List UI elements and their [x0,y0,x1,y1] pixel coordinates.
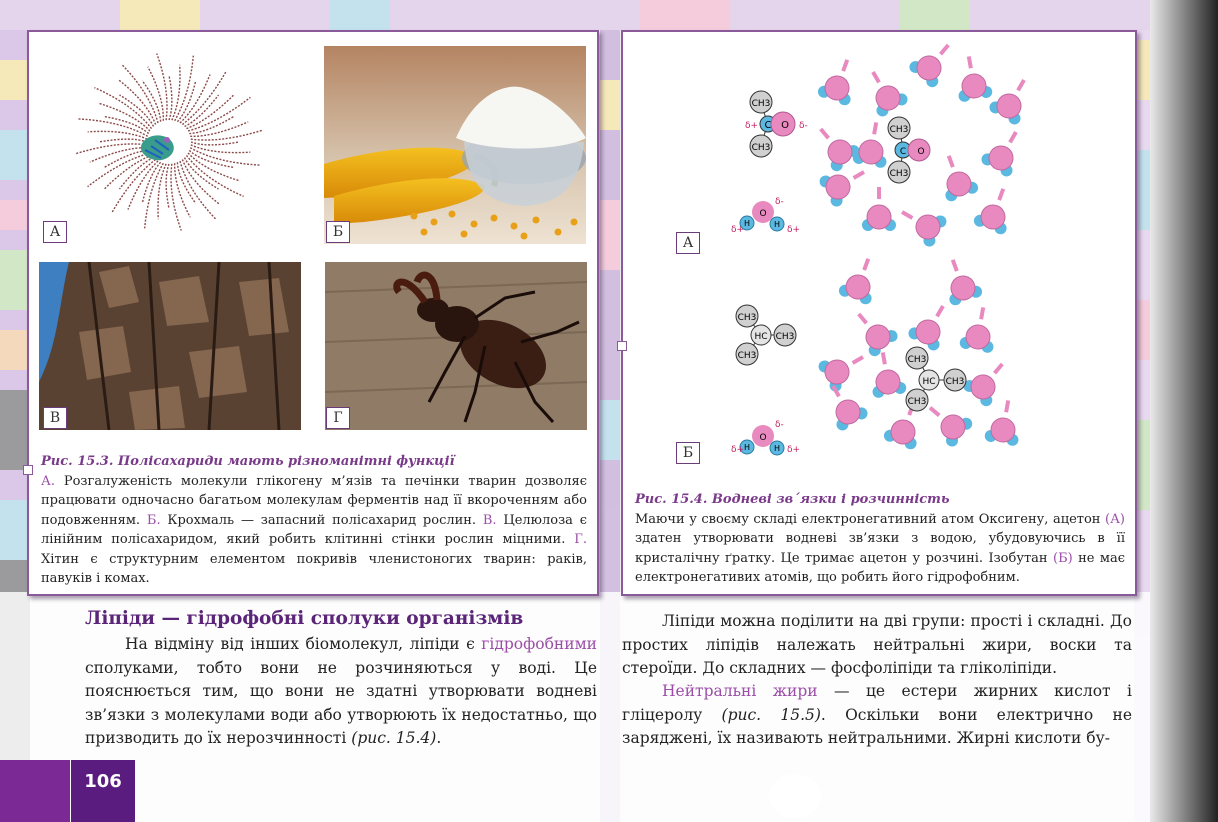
tree-bark-photo [39,262,301,430]
svg-text:CH3: CH3 [907,355,927,365]
figure-15-4-caption [635,490,1125,588]
svg-text:C: C [899,147,907,157]
acetone-o: O [781,120,789,131]
acetone-ch3-bottom: CH3 [751,143,771,153]
left-p1-ref: (рис. 15.4) [351,729,437,747]
svg-text:H: H [773,444,781,453]
svg-text:HC: HC [922,377,936,387]
water-molecule [862,187,896,231]
water-molecule [933,150,980,203]
caption-text-1: Маючи у своєму складі електронегативний атом Оксигену, ацетон [635,511,1105,527]
left-p1-a: На відміну від інших біомолекул, ліпіди є [125,635,482,653]
page-bar [0,760,70,822]
svg-text:CH3: CH3 [889,169,909,179]
caption-label-b: (Б) [1053,550,1073,566]
panel-marker-left [23,465,33,475]
water-molecule [907,34,961,90]
svg-text:H: H [743,219,751,228]
svg-text:δ+: δ+ [731,225,745,235]
glycogen-molecule-image [39,42,319,248]
caption-part-b-label: Б. [146,512,161,528]
svg-text:O: O [917,147,925,157]
caption-part-c-text: Целюлоза є лінійним полісахаридом, який робить клітинні стінки рослин міцними. [41,512,587,547]
water-molecule [937,254,984,307]
water-molecule [987,72,1038,127]
svg-text:O: O [759,209,767,219]
svg-text:δ+: δ+ [731,445,745,455]
svg-text:CH3: CH3 [889,125,909,135]
svg-text:δ+: δ+ [787,445,801,455]
right-p2-ref: (рис. 15.5) [721,705,821,724]
figure-label-b: Б [326,221,350,243]
water-molecule [906,298,957,353]
water-molecule [972,183,1019,236]
water-molecule [979,124,1030,179]
water-molecule [816,54,863,107]
svg-text:H: H [773,220,781,229]
figure-15-3-panel [27,30,599,596]
water-molecule [952,54,993,103]
water-molecule [852,120,893,169]
term-neutral-fats: Нейтральні жири [662,682,818,700]
left-paragraph [85,633,597,751]
acetone-molecule [745,91,808,157]
stag-beetle-photo [325,262,587,430]
svg-text:δ-: δ- [775,197,784,207]
caption-part-d-text: Хітин є структурним елементом покривів членистоногих тварин: раків, павуків і комах. [41,551,587,586]
caption-part-d-label: Г. [574,532,587,547]
section-heading: Ліпіди — гідрофобні сполуки організмів [85,608,524,629]
caption-text-2: здатен утворювати водневі зв’язки з водою, убудовуючись в її кристалічну ґратку. Це тримає ацетон у розчині. Ізобутан [635,531,1125,566]
page-number: 106 [71,760,135,822]
caption-text-3: не має електронегативих атомів, що робить його гідрофобним. [635,550,1126,585]
figure-15-3-title: Рис. 15.3. Полісахариди мають різноманітні функції [41,454,455,469]
figure-label-b-right: Б [676,442,700,464]
term-hydrophobic: гідрофобними [481,635,597,653]
caption-part-c-label: В. [482,512,497,528]
svg-text:H: H [743,443,751,452]
caption-part-a-label: А. [41,473,55,489]
figure-label-d: Г [326,407,350,429]
acetone-delta-plus: δ+ [745,121,759,131]
water-molecule-b [731,420,800,455]
isobutane-in-lattice [906,347,966,411]
isobutane-molecule [736,305,796,365]
water-molecule [818,378,869,433]
figure-15-3-caption [41,452,587,589]
water-molecule [817,157,872,208]
corn-starch-photo [324,46,586,244]
figure-label-a-right: А [676,232,700,254]
right-p2-a: — це естери жирних кислот і гліцеролу [622,682,1132,724]
svg-text:CH3: CH3 [775,332,795,342]
water-molecule [816,342,871,393]
water-molecule-a [731,197,800,235]
water-molecule [858,64,909,119]
panel-marker-right [617,341,627,351]
acetone-ch3-top: CH3 [751,99,771,109]
water-molecule [959,305,1000,354]
svg-text:O: O [759,433,767,443]
caption-part-a-text: Розгалуженість молекули глікогену м’язів та печінки тварин дозволяє працювати одночасно багатьом молекулам ферментів над її вкороченням або подовженням. [41,473,587,528]
water-molecule [808,118,862,174]
figure-15-4-title: Рис. 15.4. Водневі зв´язки і розчинність [635,492,950,507]
svg-text:CH3: CH3 [737,351,757,361]
right-p2-b: . Оскільки вони електрично не заряджені, їх називають нейтральними. Жирні кислоти бу- [622,705,1133,747]
figure-label-a: А [43,221,67,243]
svg-text:CH3: CH3 [737,313,757,323]
svg-text:δ-: δ- [775,420,784,430]
svg-text:CH3: CH3 [907,397,927,407]
water-molecule [894,197,949,248]
acetone-c: C [764,120,772,131]
water-molecule [846,303,900,359]
caption-part-b-text: Крохмаль — запасний полісахарид рослин. [160,512,483,528]
acetone-delta-minus: δ- [799,121,808,131]
left-p1-b: сполуками, тобто вони не розчиняються у воді. Це пояснюється тим, що вони не здатні утворювати водневі зв’язки з молекулами води або утворюють їх недостатньо, що призводить до їх нерозчинності [85,658,597,747]
svg-text:HC: HC [754,332,768,342]
left-p1-end: . [436,729,442,747]
right-paragraph-2 [622,680,1132,751]
hydrogen-bond-diagram [623,32,1135,482]
right-paragraph-1: Ліпіди можна поділити на дві групи: прості і складні. До простих ліпідів належать нейтральні жири, воски та стероїди. До складних — фосфоліпіди та гліколіпіди. [622,612,1132,677]
figure-label-c: В [43,407,67,429]
svg-text:δ+: δ+ [787,225,801,235]
figure-15-4-panel [621,30,1137,596]
caption-label-a: (А) [1105,511,1125,527]
water-molecule [866,350,907,399]
svg-text:CH3: CH3 [945,377,965,387]
acetone-in-lattice [888,117,930,183]
water-molecule [837,253,884,306]
